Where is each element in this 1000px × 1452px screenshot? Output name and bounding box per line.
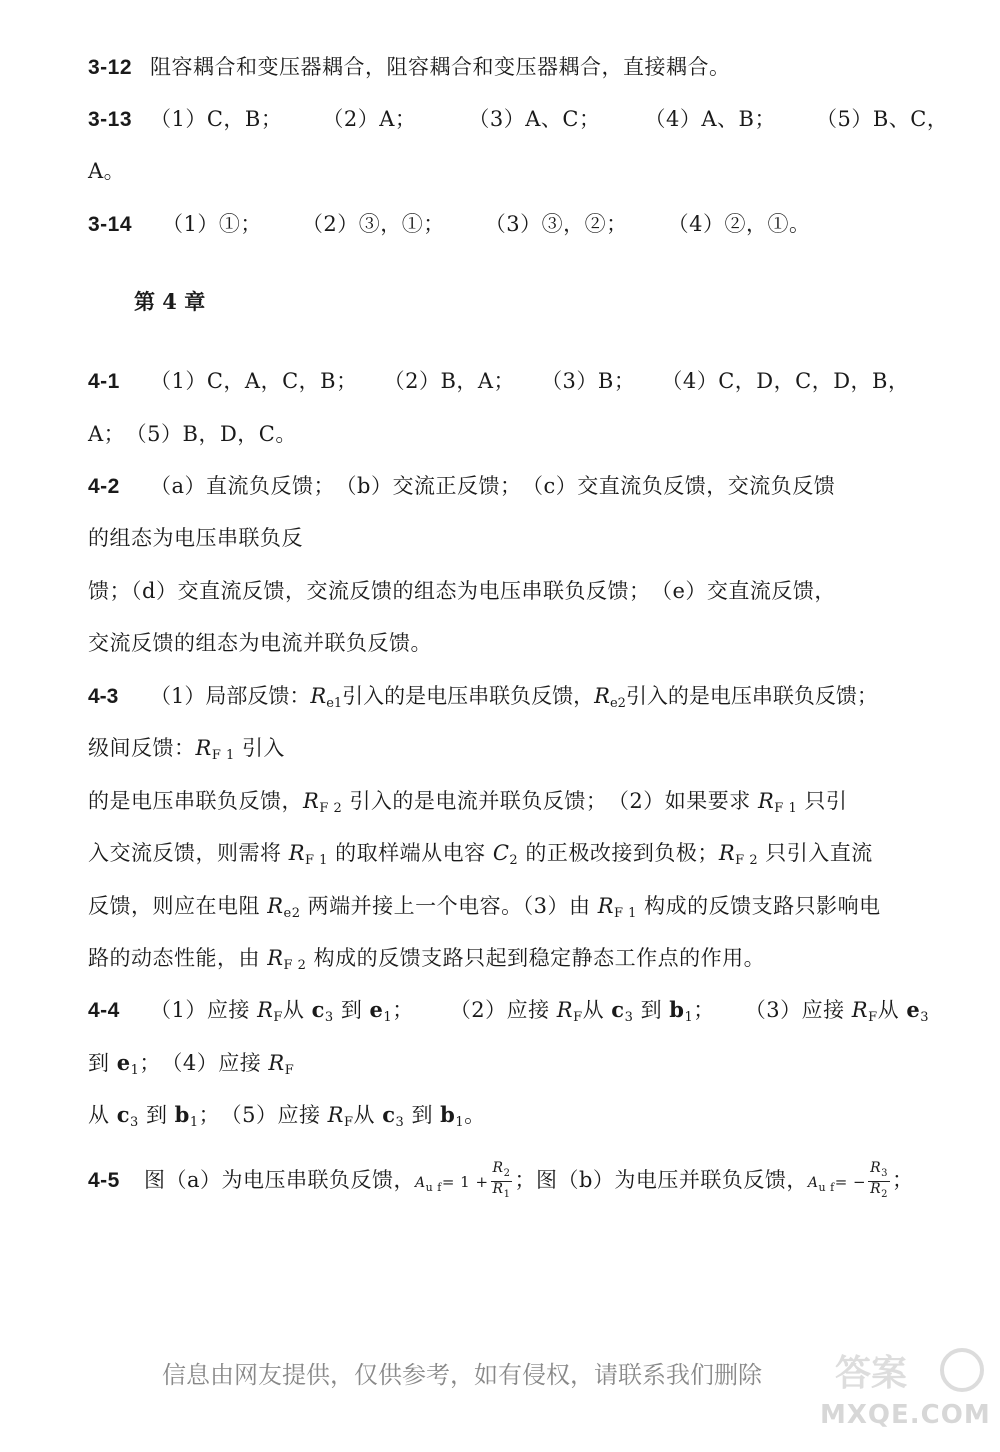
subscript: e1 — [326, 696, 343, 711]
answer-part: 从 — [582, 998, 605, 1022]
answer-part: （1）应接 — [150, 998, 250, 1022]
answer-part: 两端并接上一个电容。（3）由 — [307, 894, 591, 918]
symbol: R — [288, 841, 305, 865]
symbol: R — [267, 894, 284, 918]
symbol: b — [174, 1102, 190, 1127]
symbol: R — [492, 1160, 504, 1176]
answer-part: 路的动态性能，由 — [88, 946, 260, 970]
chapter-heading: 第 4 章 — [134, 289, 206, 314]
watermark-logo — [820, 1340, 990, 1440]
item-number: 4-1 — [88, 370, 120, 393]
answer-part: （1）C，B； — [150, 107, 283, 131]
answer-4-1-cont — [88, 414, 912, 454]
symbol: R — [257, 998, 274, 1022]
answer-part: （5）B、C， — [815, 107, 949, 131]
answer-part: 引入的是电流并联负反馈； （2）如果要求 — [349, 789, 751, 813]
subscript: F 1 — [614, 906, 637, 921]
symbol: R — [870, 1160, 882, 1176]
answer-part: 从 — [353, 1103, 376, 1127]
subscript: F 1 — [211, 748, 235, 763]
answer-part: 到 — [340, 998, 363, 1022]
answer-part: （3）③，②； — [484, 212, 628, 236]
answer-part: 图（a）为电压串联负反馈， — [144, 1168, 416, 1192]
answer-4-3-line2 — [88, 728, 912, 768]
answer-part: （2）应接 — [449, 998, 550, 1022]
answer-3-13 — [88, 99, 949, 139]
answer-part: ；图（b）为电压并联负反馈， — [514, 1168, 808, 1192]
answer-part: 反馈，则应在电阻 — [88, 894, 260, 918]
answer-4-2 — [88, 466, 912, 506]
answer-3-14 — [88, 204, 912, 244]
symbol: R — [757, 789, 775, 813]
subscript: e2 — [609, 696, 626, 711]
symbol: e — [369, 997, 384, 1022]
symbol: R — [718, 841, 736, 865]
answer-4-4-line2 — [88, 1043, 912, 1083]
answer-part: 的正极改接到负极； — [525, 841, 719, 865]
answer-part: 。 — [464, 1103, 486, 1127]
answer-4-3-line5 — [88, 886, 912, 926]
answer-4-5 — [88, 1156, 912, 1204]
symbol: c — [311, 997, 325, 1022]
answer-part: 入交流反馈，则需将 — [88, 841, 282, 865]
symbol: A — [415, 1175, 426, 1191]
answer-part: （4）C，D，C，D，B， — [661, 369, 910, 393]
formula-op: = 1 + — [441, 1173, 489, 1191]
answer-part: （3）应接 — [744, 998, 845, 1022]
answer-part: 构成的反馈支路只影响电 — [644, 894, 881, 918]
subscript: F — [273, 1010, 283, 1025]
subscript: u f — [425, 1181, 442, 1194]
symbol: R — [267, 946, 284, 970]
subscript: 1 — [130, 1063, 140, 1078]
subscript: 3 — [881, 1168, 889, 1179]
subscript: 1 — [189, 1115, 199, 1130]
symbol: e — [116, 1050, 131, 1075]
answer-part: 只引入直流 — [765, 841, 873, 865]
answer-part: A。 — [88, 159, 126, 183]
answer-part: 从 — [282, 998, 305, 1022]
subscript: 3 — [624, 1010, 634, 1025]
answer-part: ； （5）应接 — [198, 1103, 321, 1127]
answer-4-1 — [88, 361, 912, 401]
symbol: R — [870, 1181, 882, 1197]
symbol: A — [807, 1175, 819, 1191]
symbol: C — [492, 841, 510, 865]
symbol: c — [116, 1102, 130, 1127]
answer-part: ； — [392, 998, 414, 1022]
item-number: 3-14 — [88, 213, 133, 236]
answer-part: 引入的是电压串联负反馈； — [625, 684, 878, 708]
answer-part: 引入的是电压串联负反馈， — [342, 684, 595, 708]
answer-part: （3）A、C； — [468, 107, 601, 131]
symbol: c — [611, 997, 625, 1022]
symbol: R — [594, 684, 610, 708]
symbol: b — [669, 997, 685, 1022]
subscript: 2 — [509, 853, 519, 868]
answer-3-13-cont — [88, 151, 912, 191]
subscript: F — [284, 1063, 295, 1078]
subscript: F 2 — [735, 853, 759, 868]
subscript: F 1 — [305, 853, 328, 868]
answer-part: ； （4）应接 — [139, 1051, 262, 1075]
item-number: 4-3 — [88, 685, 119, 708]
symbol: b — [440, 1102, 456, 1127]
watermark-cn: 答案 — [835, 1353, 908, 1394]
symbol: R — [195, 736, 212, 760]
subscript: 3 — [920, 1010, 929, 1025]
answer-4-2-line3 — [88, 571, 912, 611]
answer-part: 的取样端从电容 — [335, 841, 486, 865]
symbol: R — [310, 684, 327, 708]
item-number: 4-4 — [88, 999, 120, 1022]
subscript: 1 — [684, 1010, 694, 1025]
answer-part: 引入 — [241, 736, 285, 760]
answer-part: （4）A、B； — [644, 107, 776, 131]
symbol: R — [597, 894, 615, 918]
answer-part: 的是电压串联负反馈， — [88, 789, 303, 813]
answer-part: 的组态为电压串联负反 — [88, 526, 303, 550]
answer-part: 馈；（d）交直流反馈，交流反馈的组态为电压串联负反馈； （e）交直流反馈， — [88, 579, 836, 603]
answer-part: （2）A； — [322, 107, 417, 131]
disclaimer-footer: 信息由网友提供，仅供参考，如有侵权，请联系我们删除 — [162, 1361, 762, 1389]
item-number: 4-2 — [88, 475, 120, 498]
subscript: F 2 — [319, 801, 343, 816]
symbol: e — [906, 997, 921, 1022]
answer-part: （1）①； — [162, 212, 262, 236]
subscript: F — [868, 1010, 878, 1025]
answer-part: ； — [892, 1168, 914, 1192]
formula-gain-b — [807, 1160, 892, 1200]
fraction — [868, 1161, 890, 1202]
subscript: F 2 — [283, 958, 307, 973]
answer-part: 交流反馈的组态为电流并联负反馈。 — [88, 631, 432, 655]
subscript: 3 — [324, 1010, 334, 1025]
subscript: F — [573, 1010, 583, 1025]
subscript: 2 — [503, 1168, 511, 1179]
item-number: 4-5 — [88, 1169, 120, 1192]
subscript: 1 — [455, 1115, 465, 1130]
answer-4-3 — [88, 676, 912, 716]
answer-4-4-line3 — [88, 1095, 912, 1135]
answer-part: （3）B； — [541, 369, 636, 393]
watermark-site: MXQE.COM — [820, 1400, 991, 1430]
subscript: 2 — [881, 1189, 889, 1200]
answer-part: （1）C，A，C，B； — [150, 369, 358, 393]
formula-gain-a — [415, 1160, 514, 1200]
answer-4-3-line6 — [88, 938, 912, 978]
item-number: 3-13 — [88, 108, 133, 131]
symbol: R — [268, 1051, 285, 1075]
subscript: e2 — [283, 906, 301, 921]
answer-part: A； （5）B，D，C。 — [88, 422, 297, 446]
subscript: 1 — [503, 1189, 511, 1200]
symbol: R — [303, 789, 320, 813]
answer-part: 到 — [145, 1103, 168, 1127]
subscript: 1 — [383, 1010, 393, 1025]
symbol: R — [851, 998, 869, 1022]
item-number: 3-12 — [88, 56, 133, 79]
answer-4-3-line4 — [88, 833, 912, 873]
symbol: R — [556, 998, 574, 1022]
answer-4-3-line3 — [88, 781, 912, 821]
answer-part: 到 — [411, 1103, 433, 1127]
answer-part: （a）直流负反馈； （b）交流正反馈； （c）交直流负反馈，交流负反馈 — [150, 474, 836, 498]
symbol: R — [327, 1103, 344, 1127]
answer-part: 只引 — [804, 789, 848, 813]
answer-part: （4）②，①。 — [667, 212, 811, 236]
subscript: F 1 — [774, 801, 798, 816]
subscript: F — [343, 1115, 354, 1130]
watermark-circle-icon — [940, 1348, 984, 1392]
answer-part: 到 — [640, 998, 663, 1022]
formula-op: = − — [834, 1173, 867, 1191]
fraction — [491, 1161, 513, 1202]
answer-3-12 — [88, 47, 912, 87]
symbol: R — [492, 1181, 504, 1197]
symbol: c — [382, 1102, 396, 1127]
answer-part: 到 — [88, 1051, 110, 1075]
answer-part: （2）B，A； — [383, 369, 516, 393]
answer-4-4 — [88, 990, 929, 1030]
answer-part: （2）③，①； — [301, 212, 445, 236]
subscript: 3 — [395, 1115, 405, 1130]
answer-4-2-line4 — [88, 623, 912, 663]
answer-part: 构成的反馈支路只起到稳定静态工作点的作用。 — [313, 946, 766, 970]
answer-text: 阻容耦合和变压器耦合，阻容耦合和变压器耦合，直接耦合。 — [150, 55, 731, 79]
subscript: u f — [818, 1181, 835, 1194]
answer-part: 级间反馈： — [88, 736, 196, 760]
answer-part: （1）局部反馈： — [150, 684, 311, 708]
answer-part: 从 — [88, 1103, 110, 1127]
answer-4-2-line2 — [88, 518, 912, 558]
answer-part: 从 — [877, 998, 900, 1022]
answer-part: ； — [693, 998, 715, 1022]
subscript: 3 — [129, 1115, 139, 1130]
